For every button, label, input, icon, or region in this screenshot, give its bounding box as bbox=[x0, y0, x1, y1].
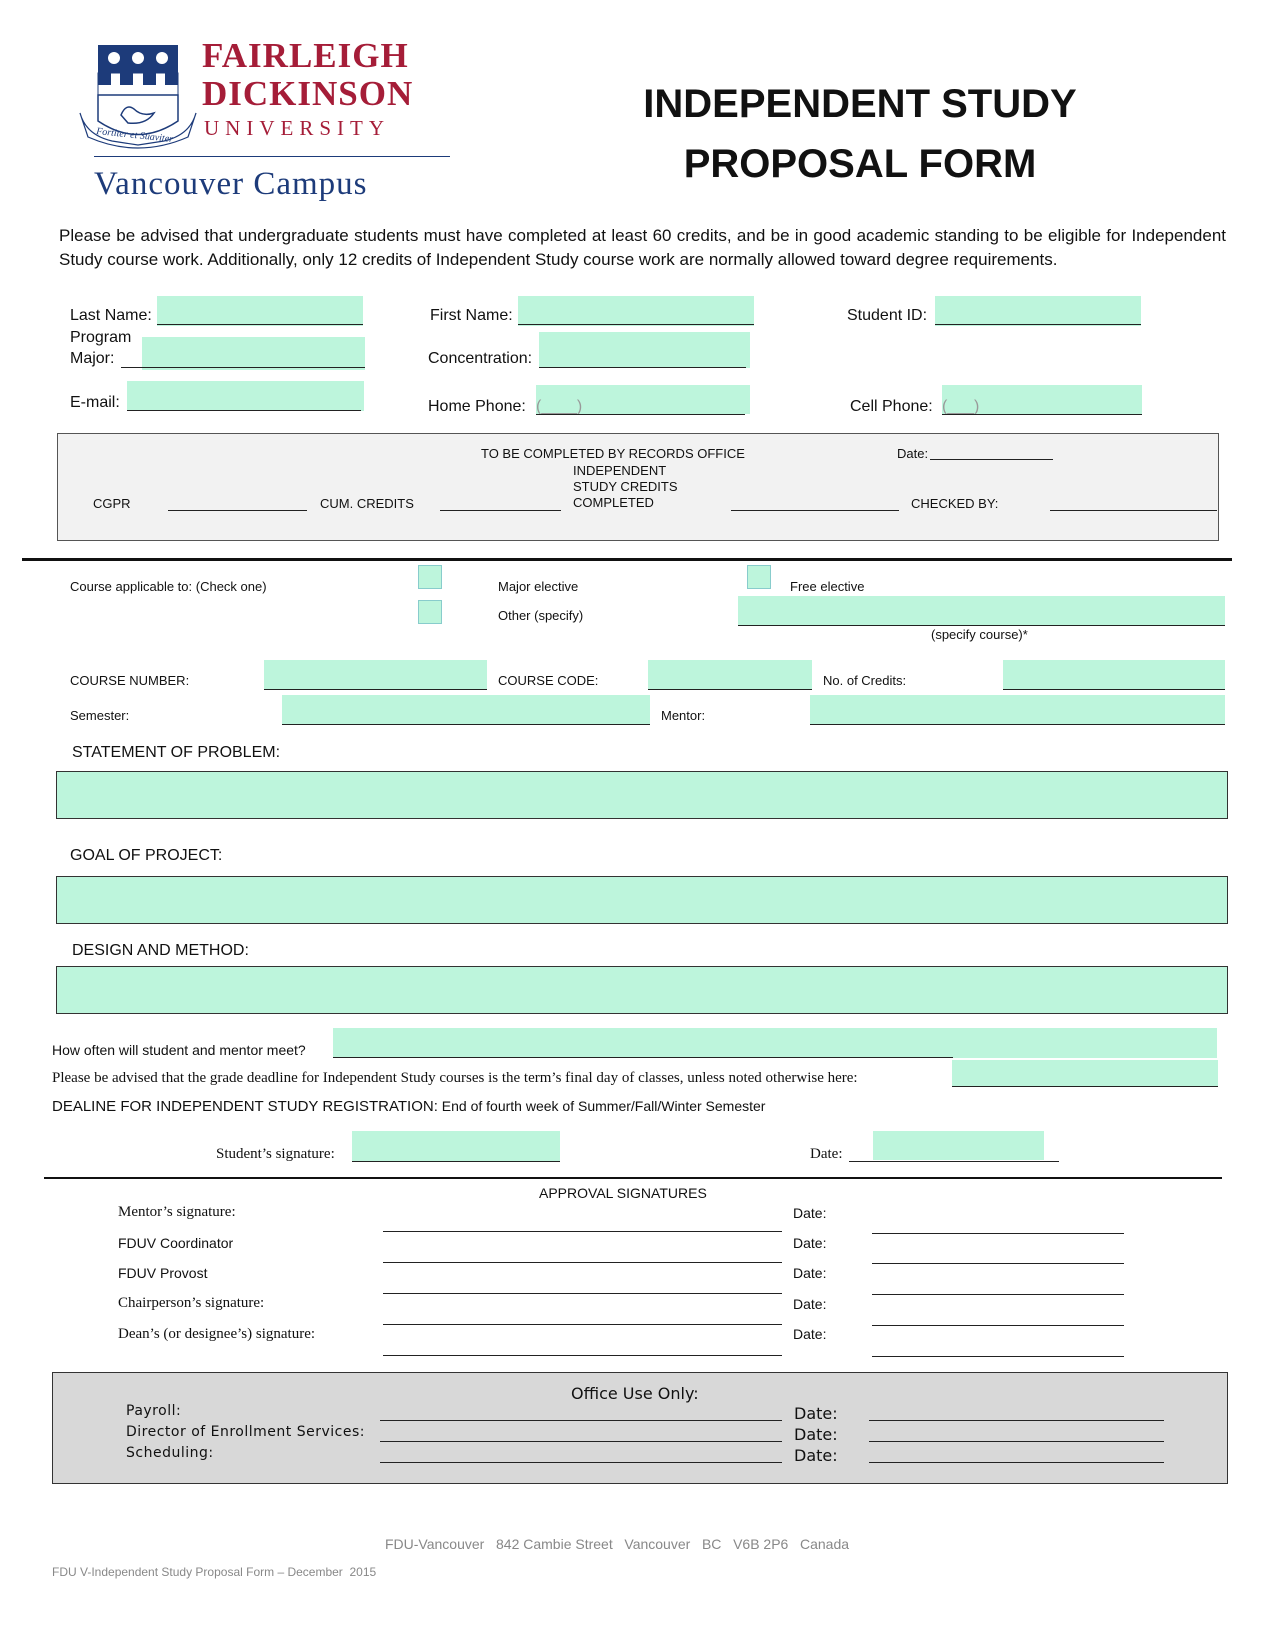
program-label: Program bbox=[70, 329, 132, 346]
free-elective-label: Free elective bbox=[790, 579, 865, 594]
home-phone-prefix: (____) bbox=[536, 398, 583, 415]
is-credits-line[interactable] bbox=[731, 510, 899, 511]
office-date-label-payroll: Date: bbox=[794, 1404, 838, 1423]
first-name-field[interactable] bbox=[518, 296, 754, 326]
credits-label: No. of Credits: bbox=[823, 673, 907, 688]
major-label: Major: bbox=[70, 350, 115, 367]
mentor-label: Mentor: bbox=[661, 708, 706, 723]
deadline-field[interactable] bbox=[952, 1060, 1218, 1087]
semester-field[interactable] bbox=[282, 695, 650, 725]
course-number-field[interactable] bbox=[264, 660, 487, 690]
approval-heading: APPROVAL SIGNATURES bbox=[539, 1185, 707, 1201]
approval-sig-provost[interactable] bbox=[383, 1293, 782, 1294]
first-name-label: First Name: bbox=[430, 307, 513, 324]
course-code-underline bbox=[648, 689, 812, 690]
meeting-field[interactable] bbox=[333, 1028, 1217, 1058]
logo-divider bbox=[94, 156, 450, 157]
logo-line2: DICKINSON bbox=[202, 74, 414, 113]
specify-course-note: (specify course)* bbox=[931, 627, 1028, 642]
cum-credits-label: CUM. CREDITS bbox=[320, 496, 414, 511]
approval-date-provost[interactable] bbox=[872, 1294, 1124, 1295]
concentration-underline bbox=[539, 367, 746, 368]
logo-campus: Vancouver Campus bbox=[94, 166, 368, 202]
footer-address: FDU-Vancouver 842 Cambie Street Vancouver BC V6B 2P6 Canada bbox=[385, 1536, 850, 1552]
records-date-line bbox=[930, 459, 1053, 460]
office-date-scheduling[interactable] bbox=[869, 1462, 1164, 1463]
registration-label: DEALINE FOR INDEPENDENT STUDY REGISTRATION: bbox=[52, 1098, 438, 1115]
cgpr-line[interactable] bbox=[168, 510, 307, 511]
approval-sig-mentor[interactable] bbox=[383, 1231, 782, 1232]
is-credits-label-3: COMPLETED bbox=[573, 495, 654, 510]
office-date-enrollment[interactable] bbox=[869, 1441, 1164, 1442]
registration-deadline bbox=[52, 1098, 765, 1115]
office-label-enrollment: Director of Enrollment Services: bbox=[126, 1424, 365, 1440]
office-sig-scheduling[interactable] bbox=[380, 1462, 782, 1463]
office-label-scheduling: Scheduling: bbox=[126, 1445, 214, 1461]
approval-date-label-chairperson: Date: bbox=[793, 1296, 827, 1312]
last-name-label: Last Name: bbox=[70, 307, 152, 324]
approval-label-provost: FDUV Provost bbox=[118, 1265, 208, 1281]
approval-date-label-dean: Date: bbox=[793, 1326, 827, 1342]
concentration-label: Concentration: bbox=[428, 350, 533, 367]
cell-phone-label: Cell Phone: bbox=[850, 398, 933, 415]
other-checkbox[interactable] bbox=[418, 600, 442, 624]
last-name-underline bbox=[157, 324, 363, 325]
crest-icon bbox=[76, 43, 200, 163]
approval-date-label-coordinator: Date: bbox=[793, 1235, 827, 1251]
student-id-label: Student ID: bbox=[847, 307, 928, 324]
student-date-field[interactable] bbox=[873, 1131, 1044, 1160]
office-sig-payroll[interactable] bbox=[380, 1420, 782, 1421]
major-field[interactable] bbox=[142, 337, 365, 370]
credits-field[interactable] bbox=[1003, 660, 1225, 690]
footer-form-id: FDU V-Independent Study Proposal Form – December 2015 bbox=[52, 1565, 377, 1579]
meeting-question: How often will student and mentor meet? bbox=[52, 1042, 306, 1058]
is-credits-label-1: INDEPENDENT bbox=[573, 463, 667, 478]
records-heading: TO BE COMPLETED BY RECORDS OFFICE bbox=[481, 446, 745, 461]
office-heading: Office Use Only: bbox=[571, 1384, 699, 1403]
cgpr-label: CGPR bbox=[93, 496, 131, 511]
student-id-underline bbox=[935, 324, 1141, 325]
approval-label-mentor: Mentor’s signature: bbox=[118, 1204, 236, 1220]
approval-sig-dean[interactable] bbox=[383, 1355, 782, 1356]
form-title-line2: PROPOSAL FORM bbox=[683, 142, 1037, 186]
approval-date-label-provost: Date: bbox=[793, 1265, 827, 1281]
email-underline bbox=[127, 410, 361, 411]
records-date-label: Date: bbox=[897, 446, 929, 461]
approval-date-dean[interactable] bbox=[872, 1356, 1124, 1357]
logo-line1: FAIRLEIGH bbox=[202, 36, 409, 75]
student-signature-label: Student’s signature: bbox=[216, 1146, 335, 1162]
approval-date-label-mentor: Date: bbox=[793, 1205, 827, 1221]
mentor-field[interactable] bbox=[810, 695, 1225, 725]
course-code-label: COURSE CODE: bbox=[498, 673, 599, 688]
first-name-underline bbox=[518, 324, 754, 325]
approval-label-chairperson: Chairperson’s signature: bbox=[118, 1295, 265, 1311]
approval-label-coordinator: FDUV Coordinator bbox=[118, 1235, 234, 1251]
meeting-underline bbox=[333, 1057, 953, 1058]
major-elective-checkbox[interactable] bbox=[418, 565, 442, 589]
cum-credits-line[interactable] bbox=[440, 510, 561, 511]
office-label-payroll: Payroll: bbox=[126, 1403, 182, 1419]
concentration-field[interactable] bbox=[539, 332, 750, 368]
office-date-payroll[interactable] bbox=[869, 1420, 1164, 1421]
goal-textarea[interactable] bbox=[56, 876, 1228, 924]
home-phone-label: Home Phone: bbox=[428, 398, 526, 415]
logo-line3: UNIVERSITY bbox=[204, 116, 390, 140]
university-logo bbox=[72, 36, 452, 215]
logo-motto: Fortiter et Suaviter bbox=[95, 125, 174, 146]
section-divider-2 bbox=[44, 1177, 1222, 1179]
deadline-underline bbox=[952, 1086, 1218, 1087]
credits-underline bbox=[1003, 689, 1225, 690]
course-number-label: COURSE NUMBER: bbox=[70, 673, 190, 688]
approval-sig-chairperson[interactable] bbox=[383, 1324, 782, 1325]
student-date-underline bbox=[849, 1161, 1059, 1162]
student-date-label: Date: bbox=[810, 1146, 843, 1162]
problem-textarea[interactable] bbox=[56, 771, 1228, 819]
design-textarea[interactable] bbox=[56, 966, 1228, 1014]
last-name-field[interactable] bbox=[157, 296, 363, 326]
form-title-line1: INDEPENDENT STUDY bbox=[643, 82, 1077, 126]
office-sig-enrollment[interactable] bbox=[380, 1441, 782, 1442]
other-specify-field[interactable] bbox=[738, 596, 1225, 626]
email-label: E-mail: bbox=[70, 394, 120, 411]
semester-label: Semester: bbox=[70, 708, 130, 723]
mentor-underline bbox=[810, 724, 1225, 725]
home-phone-underline bbox=[536, 414, 745, 415]
student-signature-underline bbox=[352, 1161, 560, 1162]
section-divider-1 bbox=[22, 558, 1232, 561]
approval-label-dean: Dean’s (or designee’s) signature: bbox=[118, 1326, 316, 1342]
approval-date-coordinator[interactable] bbox=[872, 1263, 1124, 1264]
major-elective-label: Major elective bbox=[498, 579, 579, 594]
is-credits-label-2: STUDY CREDITS bbox=[573, 479, 678, 494]
semester-underline bbox=[282, 724, 650, 725]
approval-sig-coordinator[interactable] bbox=[383, 1262, 782, 1263]
free-elective-checkbox[interactable] bbox=[747, 565, 771, 589]
checked-by-label: CHECKED BY: bbox=[911, 496, 999, 511]
office-date-label-enrollment: Date: bbox=[794, 1425, 838, 1444]
goal-heading: GOAL OF PROJECT: bbox=[70, 847, 223, 864]
approval-date-mentor[interactable] bbox=[872, 1233, 1124, 1234]
course-applicable-label: Course applicable to: (Check one) bbox=[70, 579, 267, 594]
deadline-note: Please be advised that the grade deadline for Independent Study courses is the term’s final day of classes, unless noted otherwise here: bbox=[52, 1070, 858, 1086]
cell-phone-prefix: (___) bbox=[942, 398, 980, 415]
office-date-label-scheduling: Date: bbox=[794, 1446, 838, 1465]
checked-by-line[interactable] bbox=[1050, 510, 1217, 511]
design-heading: DESIGN AND METHOD: bbox=[72, 942, 249, 959]
approval-date-chairperson[interactable] bbox=[872, 1325, 1124, 1326]
student-id-field[interactable] bbox=[935, 296, 1141, 326]
course-number-underline bbox=[264, 689, 487, 690]
other-specify-underline bbox=[738, 625, 1225, 626]
intro-text: Please be advised that undergraduate students must have completed at least 60 credits, and be in good academic standing to be eligible for Independent Study course work. Additionally, only 12 credits of Independent Study course work are normally allowed toward degree requirements. bbox=[59, 226, 1226, 269]
student-signature-field[interactable] bbox=[352, 1131, 560, 1162]
email-field[interactable] bbox=[127, 381, 364, 411]
course-code-field[interactable] bbox=[648, 660, 812, 690]
other-label: Other (specify) bbox=[498, 608, 584, 623]
registration-value: End of fourth week of Summer/Fall/Winter Semester bbox=[441, 1098, 766, 1114]
cell-phone-underline bbox=[942, 414, 1142, 415]
problem-heading: STATEMENT OF PROBLEM: bbox=[72, 744, 281, 761]
major-underline bbox=[121, 367, 365, 368]
